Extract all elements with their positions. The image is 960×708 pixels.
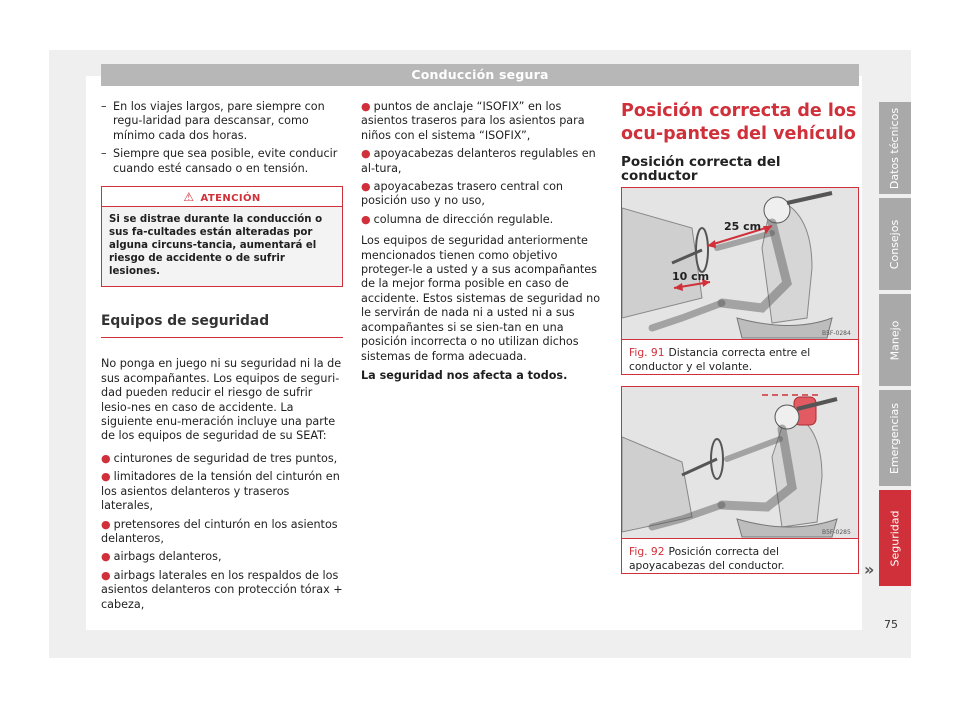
bullet-icon: ● [101,550,111,564]
bullet-icon: ● [361,212,371,226]
page-header: Conducción segura [101,64,859,86]
chapter-title: Posición correcta de los ocu-pantes del vehículo [621,101,857,144]
dimension-25cm: 25 cm [724,220,762,233]
section-subtitle: Posición correcta del conductor [621,155,859,193]
warning-text: Si se distrae durante la conducción o sus fa-cultades están alteradas por alguna circuns-tancia, aumentará el riesgo de accidente o de sufrir lesiones. [109,214,323,278]
tab-seguridad[interactable] [879,490,911,586]
continue-chevron-icon: » [864,560,875,579]
list-item-text: cinturones de seguridad de tres puntos, [113,451,338,465]
page-number: 75 [884,618,898,631]
bullet-icon: ● [361,147,371,161]
list-item [361,180,601,209]
tab-label: Emergencias [888,402,902,474]
figure-91 [621,187,859,375]
tab-label: Manejo [888,320,902,360]
list-item [101,550,343,564]
dash-item: – Siempre que sea posible, evite conducir cuando esté cansado o en tensión. [101,147,343,176]
figure-caption-text: Distancia correcta entre el conductor y el volante. [629,346,811,373]
column-left [101,100,343,612]
tab-emergencias[interactable] [879,390,911,486]
figure-92 [621,386,859,574]
section-title: Equipos de seguridad [101,314,343,338]
list-item-text: airbags laterales en los respaldos de los asientos delanteros con protección tórax + cabeza, [101,568,343,611]
dash-item: – En los viajes largos, pare siempre con regu-laridad para descansar, como mínimo cada dos horas. [101,100,343,143]
tab-label: Datos técnicos [888,107,902,189]
list-item-text: limitadores de la tensión del cinturón en los asientos delanteros y traseros laterales, [101,470,340,513]
tab-consejos[interactable] [879,198,911,290]
warning-header [102,187,342,207]
list-item-text: apoyacabezas delanteros regulables en al-tura, [361,147,596,175]
list-item [361,147,601,176]
list-item-text: airbags delanteros, [113,550,222,564]
list-item [101,569,343,612]
bullet-icon: ● [361,100,371,113]
list-item [101,518,343,547]
bullet-icon: ● [101,470,111,484]
warning-box [101,186,343,287]
body-paragraph: Los equipos de seguridad anteriormente mencionados tienen como objetivo proteger-le a usted y a sus acompañantes de la mejor forma posible en caso de accidente. Estos sistemas de seguridad no le servirán de nada ni a usted ni a sus acompañantes si se sien-tan en una posición incorrecta o no utilizan dichos sistemas de forma adecuada. [361,234,601,363]
list-item [101,452,343,466]
driver-distance-illustration [622,188,858,339]
tab-manejo[interactable] [879,294,911,386]
list-item [361,213,601,227]
figure-caption-text: Posición correcta del apoyacabezas del conductor. [629,545,785,572]
bullet-icon: ● [361,180,371,194]
headrest-position-illustration [622,387,858,538]
bullet-icon: ● [101,517,111,531]
tab-datos-tecnicos[interactable] [879,102,911,194]
list-item-text: columna de dirección regulable. [373,212,554,226]
list-item-text: apoyacabezas trasero central con posición uso y no uso, [361,180,564,208]
column-right [621,100,859,193]
dimension-10cm: 10 cm [672,270,710,283]
figure-caption [622,339,858,373]
warning-label: ATENCIÓN [200,193,261,205]
figure-code: B5F-0285 [822,529,851,536]
column-middle [361,100,601,383]
list-item [101,470,343,513]
figure-code: B5F-0284 [822,330,851,337]
intro-paragraph: No ponga en juego ni su seguridad ni la de sus acompañantes. Los equipos de seguri-dad pueden reducir el riesgo de sufrir lesio-nes en caso de accidente. La siguiente enu-meración incluye una parte de los equipos de seguridad de su SEAT: [101,357,342,443]
list-item [361,100,601,143]
list-item-text: pretensores del cinturón en los asientos delanteros, [101,517,338,545]
bullet-icon: ● [101,568,111,582]
tab-label: Consejos [888,219,902,269]
list-item-text: puntos de anclaje “ISOFIX” en los asientos traseros para los asientos para niños con el sistema “ISOFIX”, [361,100,585,142]
figure-label: Fig. 91 [629,346,665,359]
bullet-icon: ● [101,451,111,465]
emphasis-line: La seguridad nos afecta a todos. [361,368,568,382]
figure-caption [622,538,858,572]
warning-triangle-icon: ⚠ [183,190,195,205]
figure-label: Fig. 92 [629,545,665,558]
tab-label: Seguridad [888,510,902,566]
